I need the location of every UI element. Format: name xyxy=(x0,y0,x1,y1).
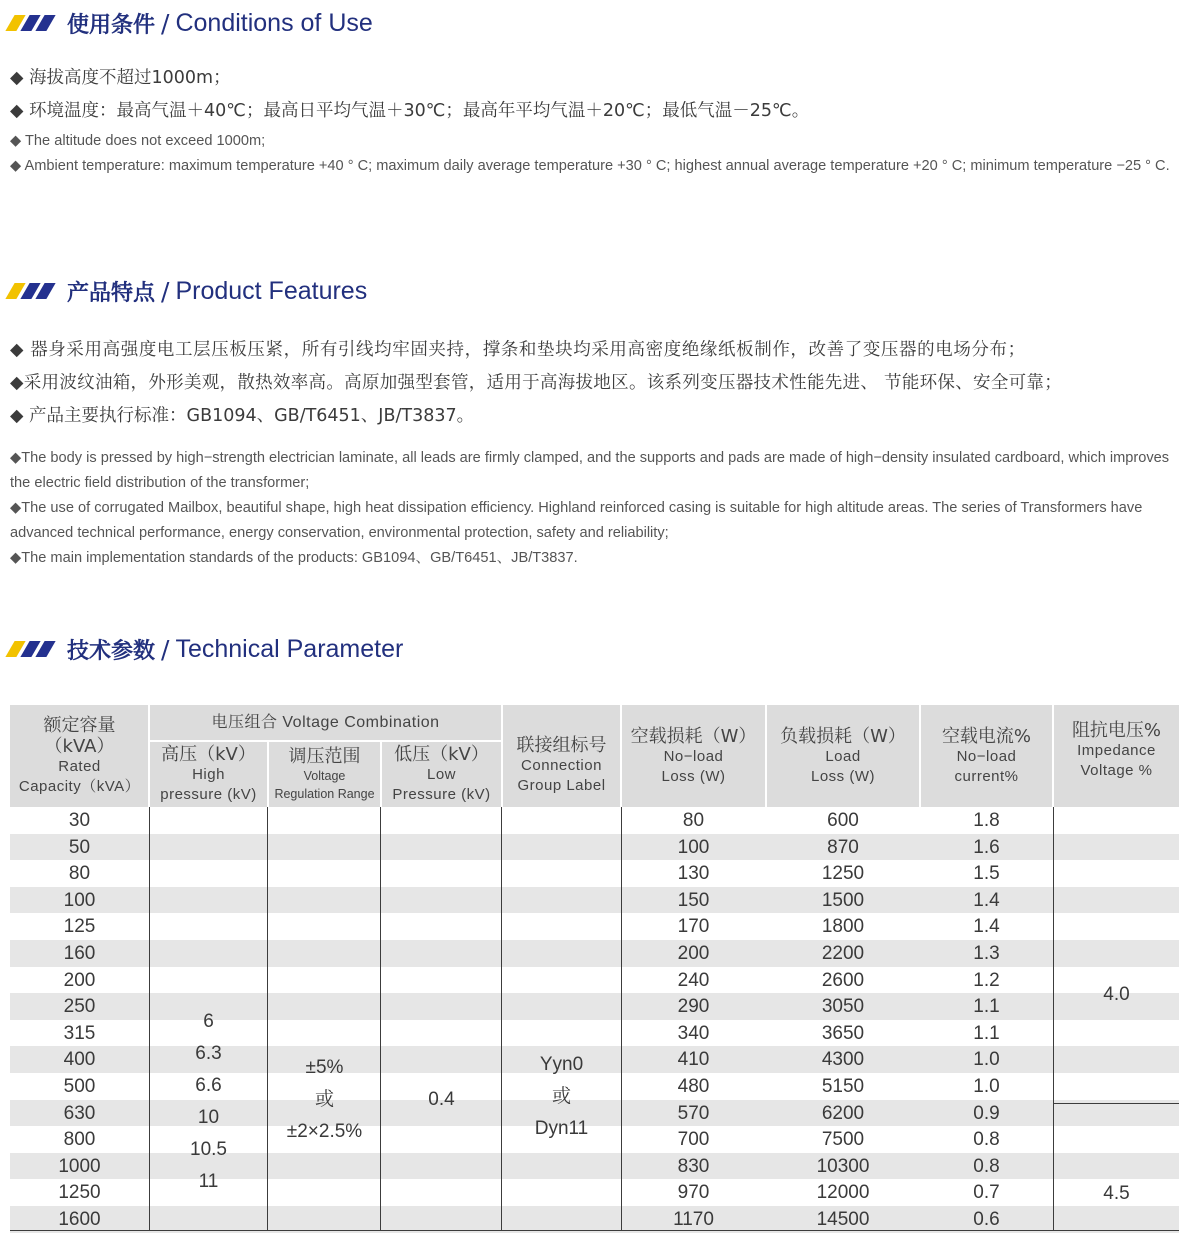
imp-value: 4.0 xyxy=(1103,984,1130,1005)
header-noload-cn: 空载损耗（W） xyxy=(630,725,757,747)
header-lv-cn: 低压（kV） xyxy=(394,744,489,765)
hv-value: 6.3 xyxy=(195,1043,222,1064)
feature-cn-line: ◆ 产品主要执行标准：GB1094、GB/T6451、JB/T3837。 xyxy=(10,406,475,426)
lv-value: 0.4 xyxy=(428,1089,455,1110)
cell-load: 600 xyxy=(827,810,859,831)
features-en-text xyxy=(10,446,1182,571)
conn-value: Yyn0 xyxy=(539,1054,584,1075)
feature-cn-line: ◆采用波纹油箱，外形美观，散热效率高。高原加强型套管，适用于高海拔地区。该系列变压器技术性能先进、 节能环保、安全可靠； xyxy=(10,373,1063,393)
cell-load: 1800 xyxy=(821,916,865,938)
header-hv-cn: 高压（kV） xyxy=(161,744,256,765)
cell-noload: 130 xyxy=(677,863,710,885)
feature-en-line: ◆The use of corrugated Mailbox, beautiful shape, high heat dissipation efficiency. Highland reinforced casing is suitable for high altitude areas. The series of Transformers have advanced technical performance, energy conservation, environmental protection, safety and reliability; xyxy=(10,500,1143,541)
header-voltage-combination-label: 电压组合 Voltage Combination xyxy=(211,713,440,731)
cell-capacity: 1600 xyxy=(58,1209,101,1230)
features-title-en: Product Features xyxy=(175,276,368,305)
condition-cn-line: ◆ 环境温度：最高气温＋40℃；最高日平均气温＋30℃；最高年平均气温＋20℃；最低气温－25℃。 xyxy=(10,101,810,121)
cell-load: 2600 xyxy=(821,969,865,991)
conditions-header xyxy=(10,3,373,43)
cell-load: 4300 xyxy=(821,1049,865,1071)
header-noload-loss xyxy=(622,705,765,807)
cell-current: 1.2 xyxy=(973,969,1000,991)
cell-load: 7500 xyxy=(821,1129,865,1151)
cell-noload: 340 xyxy=(677,1022,710,1044)
cell-noload: 170 xyxy=(677,916,710,938)
cell-capacity: 630 xyxy=(63,1102,96,1124)
cell-capacity: 30 xyxy=(68,810,91,831)
header-regulation-range xyxy=(269,742,380,807)
header-conn-cn: 联接组标号 xyxy=(516,734,607,756)
header-current-en: current% xyxy=(954,767,1019,785)
condition-en-line: ◆ Ambient temperature: maximum temperature +40 ° C; maximum daily average temperature +30 ° C; highest annual average temperature +20 ° C; minimum temperature −25 ° C. xyxy=(10,158,1170,174)
cell-capacity: 125 xyxy=(63,916,96,938)
conn-value: 或 xyxy=(551,1086,571,1107)
header-capacity-en: Rated xyxy=(58,758,101,775)
cell-current: 1.3 xyxy=(973,943,1000,964)
conditions-title-cn: 使用条件 xyxy=(67,12,156,38)
cell-noload: 1170 xyxy=(673,1209,714,1230)
cell-load: 870 xyxy=(827,836,859,858)
cell-capacity: 200 xyxy=(63,969,96,991)
cell-load: 2200 xyxy=(821,943,865,964)
header-current-en: No−load xyxy=(956,747,1017,765)
header-noload-current xyxy=(921,705,1052,807)
feature-en-line: ◆The body is pressed by high−strength electrician laminate, all leads are firmly clamped, and the supports and pads are made of high−density insulated cardboard, which improves the electric field distribution of the transformer; xyxy=(10,450,1170,491)
feature-cn-line: ◆ 器身采用高强度电工层压板压紧，所有引线均牢固夹持，撑条和垫块均采用高密度绝缘纸板制作，改善了变压器的电场分布； xyxy=(10,340,1026,360)
cell-current: 0.9 xyxy=(973,1102,1000,1124)
impedance-value-lower xyxy=(1054,1179,1179,1209)
hv-value: 6.6 xyxy=(195,1075,222,1096)
header-lv-en: Pressure (kV) xyxy=(392,786,491,803)
header-imp-en: Impedance xyxy=(1077,741,1156,759)
reg-value: 或 xyxy=(314,1089,334,1110)
header-current-cn: 空载电流% xyxy=(941,725,1032,747)
header-reg-cn: 调压范围 xyxy=(288,746,361,767)
low-voltage-value xyxy=(382,1085,501,1115)
conditions-en-text xyxy=(10,129,1182,179)
cell-noload: 150 xyxy=(677,889,710,911)
features-title-cn: 产品特点 xyxy=(67,280,156,306)
title-separator: / xyxy=(161,634,170,664)
header-noload-en: Loss (W) xyxy=(661,767,726,785)
reg-value: ±2×2.5% xyxy=(286,1121,363,1142)
parameter-table xyxy=(10,705,1179,1231)
technical-title-en: Technical Parameter xyxy=(175,634,404,663)
header-impedance-voltage xyxy=(1054,705,1179,795)
cell-load: 5150 xyxy=(821,1076,865,1097)
header-connection-group xyxy=(503,705,620,825)
title-separator: / xyxy=(161,276,170,306)
hv-value: 6 xyxy=(203,1011,214,1032)
cell-capacity: 160 xyxy=(63,943,96,964)
header-capacity-en: Capacity（kVA） xyxy=(18,778,141,795)
header-noload-en: No−load xyxy=(663,747,724,765)
header-load-en: Load xyxy=(825,747,861,765)
conn-value: Dyn11 xyxy=(534,1118,589,1139)
header-load-loss xyxy=(767,705,919,807)
regulation-range-values xyxy=(269,1052,380,1148)
technical-header xyxy=(10,629,403,669)
cell-current: 1.8 xyxy=(973,810,1000,831)
stripes-icon xyxy=(10,15,55,31)
cell-load: 1250 xyxy=(821,863,865,885)
connection-group-values xyxy=(503,1049,620,1145)
cell-current: 0.8 xyxy=(973,1155,1000,1177)
cell-current: 1.0 xyxy=(973,1076,1000,1097)
hv-value: 10.5 xyxy=(190,1139,227,1160)
cell-current: 1.4 xyxy=(973,889,1000,911)
cell-capacity: 80 xyxy=(68,863,91,885)
cell-noload: 970 xyxy=(677,1182,710,1204)
cell-current: 0.7 xyxy=(973,1182,1000,1204)
high-voltage-values xyxy=(150,1005,267,1199)
cell-current: 1.5 xyxy=(973,863,1000,885)
header-capacity xyxy=(10,705,149,807)
cell-capacity: 100 xyxy=(63,889,96,911)
cell-capacity: 1250 xyxy=(58,1182,101,1204)
impedance-value-upper xyxy=(1054,980,1179,1010)
cell-current: 0.6 xyxy=(973,1209,1000,1230)
feature-en-line: ◆The main implementation standards of the products: GB1094、GB/T6451、JB/T3837. xyxy=(10,550,578,566)
cell-load: 6200 xyxy=(821,1102,865,1124)
stripes-icon xyxy=(10,641,55,657)
header-load-cn: 负载损耗（W） xyxy=(780,725,906,747)
cell-noload: 830 xyxy=(677,1155,710,1177)
header-load-en: Loss (W) xyxy=(811,767,875,785)
cell-capacity: 1000 xyxy=(58,1155,101,1177)
cell-capacity: 50 xyxy=(68,836,91,858)
cell-noload: 570 xyxy=(677,1102,710,1124)
cell-capacity: 800 xyxy=(63,1129,96,1151)
cell-capacity: 400 xyxy=(63,1049,96,1071)
cell-current: 1.1 xyxy=(973,996,1000,1018)
cell-load: 14500 xyxy=(816,1209,870,1230)
hv-value: 10 xyxy=(197,1107,220,1128)
header-voltage-combination xyxy=(150,705,501,740)
header-conn-en: Group Label xyxy=(517,776,606,794)
cell-current: 1.4 xyxy=(973,916,1000,938)
header-reg-en: Regulation Range xyxy=(274,787,375,801)
cell-noload: 700 xyxy=(677,1129,710,1151)
cell-noload: 240 xyxy=(677,969,710,991)
cell-load: 1500 xyxy=(821,889,865,911)
header-capacity-cn: 额定容量 xyxy=(43,715,116,736)
cell-noload: 480 xyxy=(677,1076,710,1097)
header-conn-en: Connection xyxy=(521,756,602,774)
cell-capacity: 315 xyxy=(63,1022,96,1044)
header-imp-cn: 阻抗电压% xyxy=(1071,719,1162,741)
header-hv-en: pressure (kV) xyxy=(160,786,257,803)
technical-title-cn: 技术参数 xyxy=(67,638,156,664)
condition-cn-line: ◆ 海拔高度不超过1000m； xyxy=(10,68,231,88)
stripes-icon xyxy=(10,283,55,299)
hv-value: 11 xyxy=(198,1171,219,1192)
features-header xyxy=(10,271,367,311)
cell-load: 10300 xyxy=(816,1155,870,1177)
cell-noload: 410 xyxy=(677,1049,710,1071)
cell-capacity: 500 xyxy=(63,1076,96,1097)
header-high-voltage xyxy=(150,742,267,807)
condition-en-line: ◆ The altitude does not exceed 1000m; xyxy=(10,133,266,149)
cell-noload: 200 xyxy=(677,943,710,964)
cell-load: 3050 xyxy=(821,996,865,1018)
cell-noload: 100 xyxy=(677,836,710,858)
header-low-voltage xyxy=(382,742,501,807)
header-capacity-unit: （kVA） xyxy=(44,736,115,757)
header-hv-en: High xyxy=(192,766,225,783)
cell-noload: 80 xyxy=(682,810,705,831)
cell-current: 1.1 xyxy=(973,1022,1000,1044)
imp-value: 4.5 xyxy=(1103,1183,1130,1204)
title-separator: / xyxy=(161,8,170,38)
header-reg-en: Voltage xyxy=(303,769,346,783)
cell-load: 12000 xyxy=(816,1182,870,1204)
conditions-title-en: Conditions of Use xyxy=(175,8,373,37)
header-imp-en: Voltage % xyxy=(1080,761,1153,779)
cell-current: 0.8 xyxy=(973,1129,1000,1151)
cell-noload: 290 xyxy=(677,996,710,1018)
cell-current: 1.0 xyxy=(973,1049,1000,1071)
cell-capacity: 250 xyxy=(63,996,96,1018)
header-lv-en: Low xyxy=(426,766,457,783)
cell-load: 3650 xyxy=(821,1022,865,1044)
cell-current: 1.6 xyxy=(973,836,1000,858)
reg-value: ±5% xyxy=(305,1057,344,1078)
